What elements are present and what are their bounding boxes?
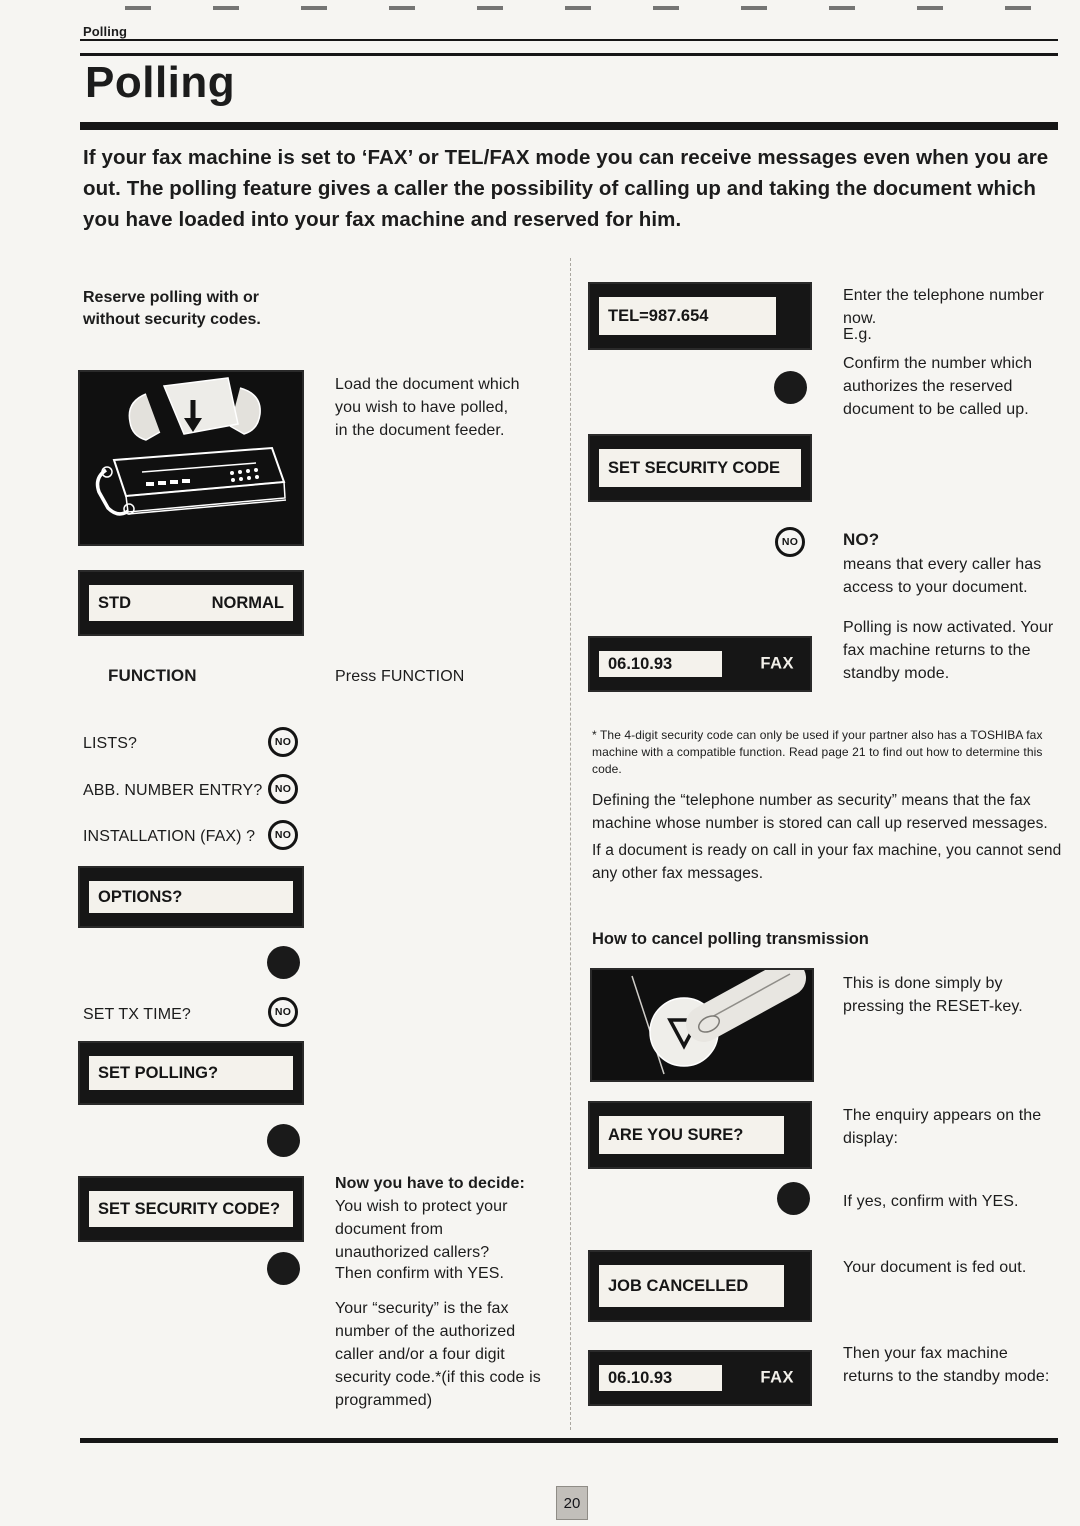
lcd-screen: [89, 881, 293, 913]
reset-key-drawing: [592, 970, 812, 1080]
returns-standby-text: Then your fax machine returns to the standby mode:: [843, 1345, 1050, 1385]
lcd-text-set-polling: SET POLLING?: [98, 1063, 219, 1082]
reset-key-illustration: [592, 970, 812, 1080]
no-key: NO: [268, 820, 298, 850]
yes-key: [777, 1182, 810, 1215]
no-key: NO: [268, 997, 298, 1027]
page-number: 20: [556, 1486, 588, 1520]
column-divider: [570, 258, 571, 1430]
lcd-text-set-security-code: SET SECURITY CODE?: [98, 1199, 281, 1218]
intro-paragraph: If your fax machine is set to ‘FAX’ or TEL/FAX mode you can receive messages even when you are out. The polling feature gives a caller the possibility of calling up and taking the document which you have loaded into your fax machine and reserved for him.: [83, 146, 1049, 231]
eg-text: E.g.: [843, 326, 872, 343]
scan-artifact: [125, 6, 1055, 10]
section-heading-reserve-polling: Reserve polling with or without security codes.: [83, 289, 261, 328]
enquiry-text: The enquiry appears on the display:: [843, 1107, 1042, 1147]
confirm-yes-text: If yes, confirm with YES.: [843, 1193, 1019, 1210]
prompt-installation-fax: INSTALLATION (FAX) ?: [83, 828, 256, 845]
lcd-text-set-security-code: SET SECURITY CODE: [608, 458, 781, 477]
security-note-text: Your “security” is the fax number of the authorized caller and/or a four digit security code.*(if this code is programmed): [335, 1300, 541, 1409]
fax-machine-illustration: [80, 372, 302, 544]
prompt-lists: LISTS?: [83, 735, 137, 752]
section-heading-cancel-polling: How to cancel polling transmission: [592, 930, 869, 948]
footnote-text: * The 4-digit security code can only be used if your partner also has a TOSHIBA fax machine with a compatible function. Read page 21 to find out how to determine this code.: [592, 728, 1043, 776]
lcd-screen: [599, 1365, 722, 1391]
defining-paragraph-1: Defining the “telephone number as security” means that the fax machine whose number is stored can call up reserved messages.: [592, 792, 1048, 832]
confirm-number-text: Confirm the number which authorizes the reserved document to be called up.: [843, 355, 1033, 418]
lcd-display-std-normal: [80, 572, 302, 634]
polling-activated-text: Polling is now activated. Your fax machine returns to the standby mode.: [843, 619, 1054, 682]
decide-text: You wish to protect your document from unauthorized callers?: [335, 1198, 508, 1261]
lcd-display-job-cancelled: [590, 1252, 810, 1320]
lcd-display-standby-1: [590, 638, 810, 690]
prompt-set-tx-time: SET TX TIME?: [83, 1006, 191, 1023]
lcd-display-are-you-sure: [590, 1103, 810, 1167]
running-header: Polling: [83, 24, 128, 39]
lcd-screen: [599, 1116, 784, 1154]
lcd-screen: [89, 1191, 293, 1227]
decide-confirm-text: Then confirm with YES.: [335, 1265, 505, 1282]
lcd-display-tel: [590, 284, 810, 348]
lcd-text-options: OPTIONS?: [98, 887, 183, 906]
footer-rule: [80, 1438, 1058, 1443]
lcd-screen: [89, 1056, 293, 1090]
yes-key: [267, 946, 300, 979]
lcd-text-job-cancelled: JOB CANCELLED: [608, 1276, 749, 1295]
lcd-screen: [599, 297, 776, 335]
no-key: NO: [268, 774, 298, 804]
no-key: NO: [268, 727, 298, 757]
lcd-display-standby-2: [590, 1352, 810, 1404]
press-function-text: Press FUNCTION: [335, 668, 465, 685]
lcd-text-fax: FAX: [760, 654, 794, 673]
lcd-text-date: 06.10.93: [608, 1368, 673, 1387]
prompt-abb-number-entry: ABB. NUMBER ENTRY?: [83, 782, 263, 799]
lcd-screen: [599, 449, 801, 487]
enter-number-text: Enter the telephone number now.: [843, 287, 1044, 327]
no-explanation-text: means that every caller has access to your document.: [843, 556, 1042, 596]
load-document-text: Load the document which you wish to have polled, in the document feeder.: [335, 376, 520, 439]
lcd-text-normal: NORMAL: [211, 593, 284, 612]
lcd-text-fax: FAX: [760, 1368, 794, 1387]
cancel-text: This is done simply by pressing the RESET-key.: [843, 975, 1023, 1015]
fax-machine-drawing: [80, 372, 302, 544]
title-bottom-rule: [80, 122, 1058, 130]
fed-out-text: Your document is fed out.: [843, 1259, 1027, 1276]
decide-heading: Now you have to decide:: [335, 1175, 525, 1192]
lcd-display-set-polling: [80, 1043, 302, 1103]
yes-key: [267, 1124, 300, 1157]
lcd-screen: [599, 651, 722, 677]
lcd-text-tel: TEL=987.654: [608, 306, 709, 325]
lcd-display-set-security-code: [590, 436, 810, 500]
yes-key: [267, 1252, 300, 1285]
title-top-rule: [80, 53, 1058, 56]
lcd-screen: [599, 1265, 784, 1307]
header-rule: [80, 39, 1058, 41]
lcd-text-date: 06.10.93: [608, 654, 673, 673]
no-key: NO: [775, 527, 805, 557]
lcd-text-are-you-sure: ARE YOU SURE?: [608, 1125, 744, 1144]
lcd-screen: [89, 585, 293, 621]
no-heading: NO?: [843, 530, 880, 549]
defining-paragraph-2: If a document is ready on call in your fax machine, you cannot send any other fax messages.: [592, 842, 1062, 882]
lcd-text-std: STD: [98, 593, 131, 612]
yes-key: [774, 371, 807, 404]
function-label: FUNCTION: [108, 666, 197, 685]
page-title: Polling: [85, 58, 236, 107]
lcd-display-options: [80, 868, 302, 926]
lcd-display-set-security-code-question: [80, 1178, 302, 1240]
